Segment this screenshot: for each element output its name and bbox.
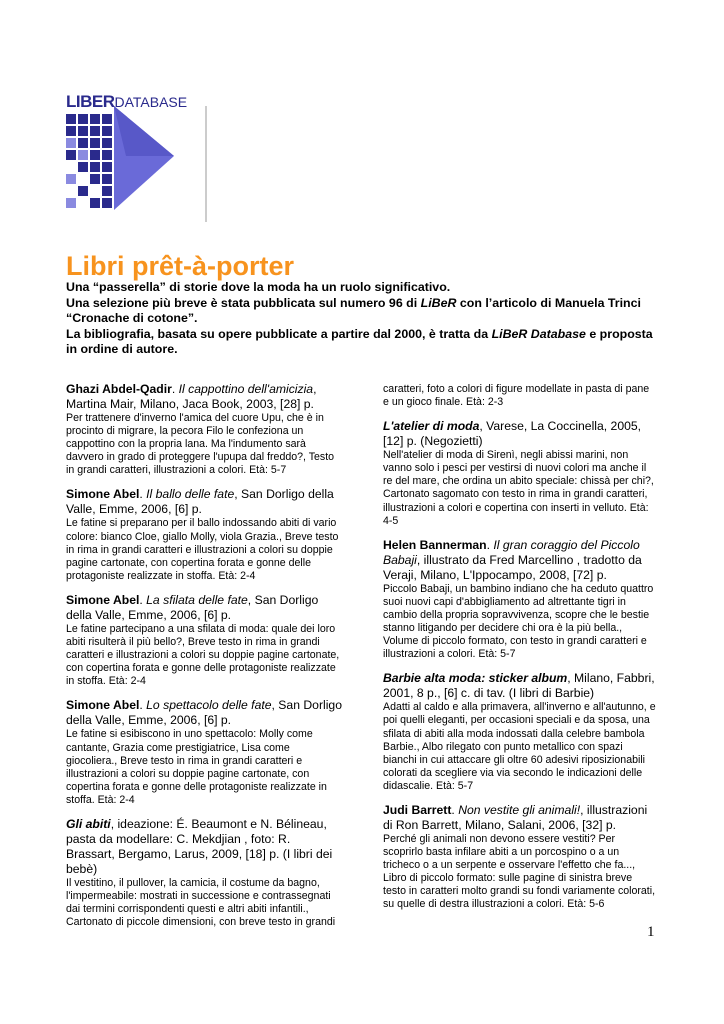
entry-description: Le fatine si esibiscono in uno spettacolo: Molly come cantante, Grazia come prestigiatrice, Lisa come giocoliera., Breve testo in rima in grandi caratteri e illustrazioni a colori su doppie pagine cartonate, con copertina forata e gonne delle protagoniste realizzate in stoffa. Età: 2-4: [66, 728, 327, 806]
entry-author: Judi Barrett: [383, 802, 452, 817]
list-item: [66, 382, 342, 477]
page-number: 1: [647, 924, 655, 940]
right-column: [383, 383, 657, 922]
entry-author: Helen Bannerman: [383, 537, 487, 552]
entry-author: Ghazi Abdel-Qadir: [66, 382, 172, 396]
entry-heading: [383, 803, 657, 833]
entry-publication: , Martina Mair, Milano, Jaca Book, 2003, [28] p.: [66, 382, 317, 411]
entry-description: Per trattenere d'inverno l'amica del cuore Upu, che è in procinto di migrare, la pecora Filo le confeziona un cappottino con la propria lana. Ma l'indumento sarà davvero in grado di proteggere l'upupa dal freddo?, Testo in grandi caratteri, illustrazioni a colori. Età: 5-7: [66, 412, 335, 477]
entry-description: Il vestitino, il pullover, la camicia, il costume da bagno, l'impermeabile: mostrati in successione e contrassegnati dai termini corrispondenti questi e altri abiti infantili., Cartonato di piccole dimensioni, con breve testo in grandi: [66, 876, 336, 929]
intro-liber-database: LiBeR Database: [491, 326, 586, 341]
list-item: [383, 419, 657, 528]
entry-description: Perché gli animali non devono essere vestiti? Per scoprirlo basta infilare abiti a un porcospino o a un tricheco o a un serpente e osservare l'effetto che fa..., Libro di piccolo formato: sulle pagine di sinistra breve testo in caratteri molto grandi su fondi variamente colorati, su quelle di destra illustrazioni a colori. Età: 5-6: [383, 832, 656, 911]
liber-database-logo: [66, 92, 216, 224]
entry-publication: , ideazione: É. Beaumont e N. Bélineau, pasta da modellare: C. Mekdjian , foto: R. Brassart, Bergamo, Larus, 2009, [18] p. (I libri dei bebè): [66, 816, 333, 876]
entry-author: Simone Abel: [66, 698, 140, 713]
intro: [66, 280, 656, 358]
entry-title: Barbie alta moda: sticker album: [383, 671, 568, 686]
entry-sep: .: [451, 802, 459, 817]
list-item: [66, 593, 342, 688]
entry-author: Simone Abel: [66, 487, 140, 502]
logo-wordmark: [66, 92, 187, 112]
entry-description: Le fatine si preparano per il ballo indossando abiti di vario colore: bianco Cloe, giallo Molly, viola Grazia., Breve testo in rima in grandi caratteri e illustrazioni a colori su doppie pagine cartonate, con copertina forata e gonne delle protagoniste realizzate in stoffa. Età: 2-4: [66, 517, 339, 582]
intro-line-3a: La bibliografia, basata su opere pubblicate a partire dal 2000, è tratta da: [66, 326, 492, 341]
intro-line-2a: Una selezione più breve è stata pubblicata sul numero 96 di: [66, 295, 421, 310]
intro-line-3: [66, 327, 656, 358]
list-item: [66, 487, 342, 582]
entry-title: L'atelier di moda: [383, 419, 480, 434]
entry-title: La sfilata delle fate: [146, 592, 248, 607]
entry-publication: , Varese, La Coccinella, 2005, [12] p. (Negozietti): [383, 419, 642, 449]
entry-publication: , illustrazioni di Ron Barrett, Milano, Salani, 2006, [32] p.: [383, 802, 648, 832]
list-item: [66, 817, 342, 929]
entry-publication: , San Dorligo della Valle, Emme, 2006, [6] p.: [66, 487, 334, 517]
entry-publication: , San Dorligo della Valle, Emme, 2006, [6] p.: [66, 698, 342, 728]
entry-description: Adatti al caldo e alla primavera, all'inverno e all'autunno, e poi quelli eleganti, per occasioni speciali e da sposa, una sfilata di abiti alla moda indossati dalla celebre bambola Barbie., Albo rilegato con punto metallico con spazi bianchi in cui attaccare gli oltre 60 adesivi riposizionabili colorati da scegliere via via secondo le indicazioni delle didascalie. Età: 5-7: [383, 701, 656, 792]
list-item: [383, 671, 657, 793]
entry-heading: [383, 671, 657, 701]
entry-sep: .: [171, 382, 179, 396]
entry-publication: , San Dorligo della Valle, Emme, 2006, [6] p.: [66, 592, 319, 622]
entry-description: Nell'atelier di moda di Sirenì, negli abissi marini, non vanno solo i pesci per vestirsi di nuovi colori ma anche il re del mare, che ordina un abito speciale: chissà per chi?, Cartonato sagomato con testo in rima in grandi caratteri, illustrazioni a colori e copertina con inserti in velluto. Età: 4-5: [383, 449, 654, 527]
list-item: [383, 383, 657, 409]
list-item: [383, 538, 657, 662]
list-item: [383, 803, 657, 912]
page-title: Libri prêt-à-porter: [66, 251, 295, 281]
entry-title: Gli abiti: [66, 816, 111, 831]
entry-description: Le fatine partecipano a una sfilata di moda: quale dei loro abiti risulterà il più bello?, Breve testo in rima in grandi caratteri e illustrazioni a colori su doppie pagine cartonate, con copertina forata e gonne delle protagoniste realizzate in stoffa. Età: 2-4: [66, 622, 340, 688]
entry-sep: .: [139, 698, 147, 713]
intro-line-3c: e proposta in ordine di autore.: [66, 326, 653, 357]
entry-title: Il gran coraggio del Piccolo Babaji: [383, 537, 640, 567]
entry-heading: [66, 382, 342, 412]
intro-liber: LiBeR: [420, 295, 457, 310]
entry-heading: [383, 538, 657, 583]
entry-sep: .: [139, 487, 147, 502]
entry-description: caratteri, foto a colori di figure modellate in pasta di pane e un gioco finale. Età: 2-3: [383, 383, 650, 409]
list-item: [66, 698, 342, 807]
entry-heading: [383, 419, 657, 449]
logo-database: DATABASE: [114, 94, 188, 110]
entry-publication: , Milano, Fabbri, 2001, 8 p., [6] c. di tav. (I libri di Barbie): [383, 671, 655, 701]
intro-line-1: Una “passerella” di storie dove la moda ha un ruolo significativo.: [66, 280, 451, 294]
entry-heading: [66, 698, 342, 728]
entry-description: Piccolo Babaji, un bambino indiano che ha ceduto quattro suoi nuovi capi d'abbigliamento ad altrettante tigri in cambio della propria sopravvivenza, scopre che le bestie stanno litigando per decidere chi ora è la più bella., Volume di piccolo formato, con testo in grandi caratteri e illustrazioni a colori. Età: 5-7: [383, 582, 654, 661]
entry-title: Non vestite gli animali!: [458, 802, 581, 817]
entry-title: Il cappottino dell'amicizia: [178, 382, 314, 396]
intro-line-2c: con l’articolo di Manuela Trinci “Cronache di cotone”.: [66, 295, 641, 326]
entry-heading: [66, 593, 342, 623]
entry-title: Lo spettacolo delle fate: [146, 698, 272, 713]
entry-sep: .: [139, 592, 147, 607]
logo-liber: LIBER: [66, 92, 115, 111]
entry-publication: , illustrato da Fred Marcellino , tradotto da Veraji, Milano, L'Ippocampo, 2008, [72] p.: [383, 552, 642, 582]
intro-line-2: [66, 296, 656, 327]
left-column: [66, 382, 342, 939]
entry-title: Il ballo delle fate: [146, 487, 235, 502]
entry-author: Simone Abel: [66, 592, 140, 607]
entry-heading: [66, 487, 342, 517]
entry-heading: [66, 817, 342, 877]
entry-sep: .: [486, 537, 494, 552]
